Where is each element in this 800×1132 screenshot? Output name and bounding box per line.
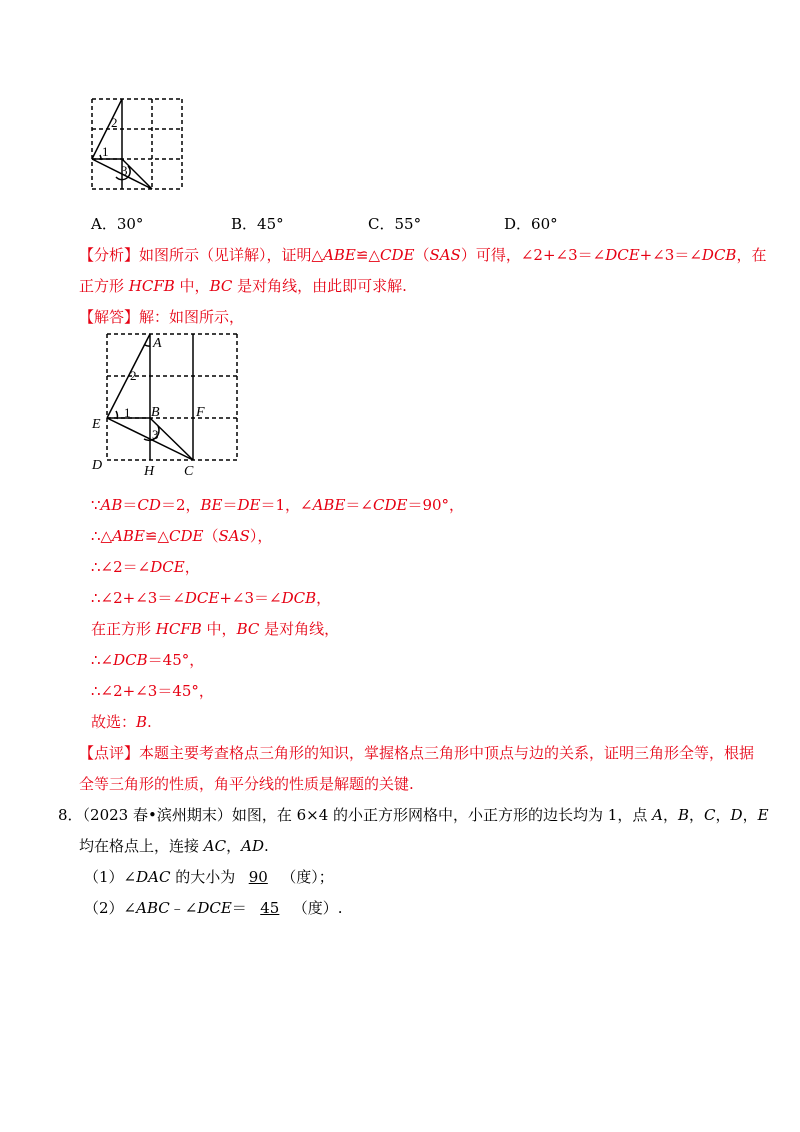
question-8-line-2: 均在格点上，连接 AC，AD. xyxy=(79,837,269,855)
solution-step-6: ∴∠DCB＝45°， xyxy=(91,651,205,669)
analysis-line-2: 正方形 HCFB 中，BC 是对角线，由此即可求解. xyxy=(79,277,407,295)
answer-blank-1[interactable]: 90 xyxy=(248,868,268,886)
comment-tag: 【点评】 xyxy=(79,744,140,762)
figure-1-grid xyxy=(88,95,188,195)
solution-step-7: ∴∠2+∠3＝45°， xyxy=(91,682,214,700)
figure-2-grid xyxy=(86,328,246,480)
fig2-point-B: B xyxy=(151,405,160,420)
option-c[interactable]: C．55° xyxy=(368,215,422,233)
fig1-angle-2: 2 xyxy=(111,115,118,130)
question-8-sub-2: （2）∠ABC﹣∠DCE＝ 45 （度）. xyxy=(84,899,343,917)
analysis-tag: 【分析】 xyxy=(79,246,140,264)
solution-step-5: 在正方形 HCFB 中，BC 是对角线， xyxy=(91,620,340,638)
option-b[interactable]: B．45° xyxy=(231,215,284,233)
fig2-point-F: F xyxy=(196,405,205,420)
option-d[interactable]: D．60° xyxy=(504,215,558,233)
solution-step-3: ∴∠2＝∠DCE， xyxy=(91,558,200,576)
fig2-point-E: E xyxy=(92,417,101,432)
fig1-angle-1: 1 xyxy=(102,144,109,159)
fig1-angle-3: 3 xyxy=(121,163,128,178)
question-8-line-1: 8．（2023 春•滨州期末）如图，在 6×4 的小正方形网格中，小正方形的边长均为 1，点 A，B，C，D，E xyxy=(58,806,769,824)
solution-step-1: ∵AB＝CD＝2，BE＝DE＝1，∠ABE＝∠CDE＝90°， xyxy=(91,496,465,514)
fig2-point-A: A xyxy=(153,336,162,351)
analysis-line-1: 【分析】如图所示（见详解），证明△ABE≌△CDE（SAS）可得，∠2+∠3＝∠DCE+∠3＝∠DCB，在 xyxy=(79,246,767,264)
fig2-angle-3: 3 xyxy=(152,427,159,442)
question-8-sub-1: （1）∠DAC 的大小为 90 （度）； xyxy=(84,868,334,886)
solution-tag: 【解答】 xyxy=(79,308,140,326)
fig2-point-D: D xyxy=(92,458,103,473)
answer-blank-2[interactable]: 45 xyxy=(260,899,280,917)
option-a[interactable]: A．30° xyxy=(91,215,144,233)
fig2-angle-2: 2 xyxy=(130,368,137,383)
solution-step-2: ∴△ABE≌△CDE（SAS）， xyxy=(91,527,273,545)
question-number: 8． xyxy=(58,806,83,824)
solution-step-4: ∴∠2+∠3＝∠DCE+∠3＝∠DCB， xyxy=(91,589,332,607)
fig2-angle-1: 1 xyxy=(124,405,131,420)
fig2-point-H: H xyxy=(144,464,155,479)
comment-line-2: 全等三角形的性质，角平分线的性质是解题的关键. xyxy=(79,775,414,793)
comment-line-1: 【点评】本题主要考查格点三角形的知识，掌握格点三角形中顶点与边的关系，证明三角形全等，根据 xyxy=(79,744,755,762)
solution-step-8: 故选：B. xyxy=(91,713,152,731)
fig2-point-C: C xyxy=(184,464,194,479)
solution-heading: 【解答】解：如图所示， xyxy=(79,308,245,326)
